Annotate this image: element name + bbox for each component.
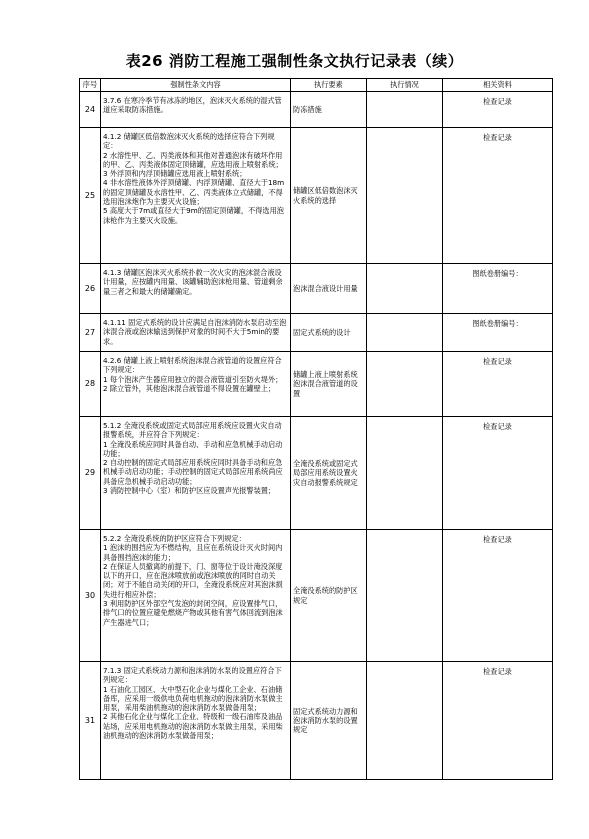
row-content: 4.1.3 储罐区泡沫灭火系统扑救一次火灾的泡沫混合液设计用量，应按罐内用量、该罐辅助泡沫枪用量、管道剩余量三者之和最大的储罐确定。 [101,264,291,314]
row-no: 28 [80,352,101,417]
row-reference: 图纸卷册编号： [443,314,553,352]
row-reference: 检查记录 [443,662,553,780]
row-no: 29 [80,417,101,530]
row-status[interactable] [367,128,443,264]
record-table [79,78,553,780]
table-row [80,92,553,128]
header-no: 序号 [80,79,101,92]
row-requirement: 全淹没系统的防护区规定 [291,530,367,662]
row-status[interactable] [367,314,443,352]
row-status[interactable] [367,92,443,128]
row-reference: 检查记录 [443,352,553,417]
row-requirement: 储罐上液上喷射系统泡沫混合液管道的设置 [291,352,367,417]
row-no: 25 [80,128,101,264]
row-requirement: 全淹没系统或固定式局部应用系统设置火灾自动报警系统规定 [291,417,367,530]
table-row [80,128,553,264]
row-no: 31 [80,662,101,780]
header-requirement: 执行要素 [291,79,367,92]
row-content: 5.1.2 全淹没系统或固定式局部应用系统应设置火灾自动报警系统，并应符合下列规定： 1 全淹没系统应同时具备自动、手动和应急机械手动启动功能； 2 自动控制的固定式局部应用系统应同时具备手动和应急机械手动启动功能；手动控制的固定式局部应用系统尚应具备应急机械手动启动功能； 3 消防控制中心（室）和防护区应设置声光报警装置； [101,417,291,530]
table-row [80,314,553,352]
header-status: 执行情况 [367,79,443,92]
row-content: 4.1.2 储罐区低倍数泡沫灭火系统的选择应符合下列规定： 2 水溶性甲、乙、丙类液体和其他对普通泡沫有破坏作用的甲、乙、丙类液体固定顶储罐，应选用液上喷射系统； 3 外浮顶和内浮顶储罐应选用液上喷射系统； 4 非水溶性液体外浮顶储罐、内浮顶储罐、直径大于18m的固定顶储罐及水溶性甲、乙、丙类液体立式储罐，不得选用泡沫炮作为主要灭火设施； 5 高度大于7m或直径大于9m的固定顶储罐，不得选用泡沫枪作为主要灭火设施。 [101,128,291,264]
table-row [80,264,553,314]
row-status[interactable] [367,417,443,530]
header-content: 强制性条文内容 [101,79,291,92]
table-row [80,417,553,530]
row-status[interactable] [367,264,443,314]
table-row [80,352,553,417]
row-reference: 检查记录 [443,417,553,530]
table-row [80,662,553,780]
row-requirement: 固定式系统动力源和泡沫消防水泵的设置规定 [291,662,367,780]
row-content: 4.1.11 固定式系统的设计应满足自泡沫消防水泵启动至泡沫混合液或泡沫输送到保护对象的时间不大于5min的要求。 [101,314,291,352]
table-row [80,530,553,662]
row-requirement: 防冻措施 [291,92,367,128]
row-no: 24 [80,92,101,128]
row-content: 7.1.3 固定式系统动力源和泡沫消防水泵的设置应符合下列规定： 1 石油化工园区、大中型石化企业与煤化工企业、石油储备库，应采用一级供电负荷电机拖动的泡沫消防水泵做主用泵，采用柴油机拖动的泡沫消防水泵做备用泵； 2 其他石化企业与煤化工企业、特级和一级石油库及油品站场，应采用电机拖动的泡沫消防水泵做主用泵，采用柴油机拖动的泡沫消防水泵做备用泵； [101,662,291,780]
row-no: 27 [80,314,101,352]
page-title: 表26 消防工程施工强制性条文执行记录表（续） [125,52,464,70]
row-reference: 检查记录 [443,92,553,128]
row-content: 3.7.6 在寒冷季节有冰冻的地区，泡沫灭火系统的湿式管道应采取防冻措施。 [101,92,291,128]
row-requirement: 储罐区低倍数泡沫灭火系统的选择 [291,128,367,264]
row-requirement: 固定式系统的设计 [291,314,367,352]
row-no: 26 [80,264,101,314]
row-no: 30 [80,530,101,662]
row-reference: 图纸卷册编号： [443,264,553,314]
row-requirement: 泡沫混合液设计用量 [291,264,367,314]
row-status[interactable] [367,662,443,780]
row-reference: 检查记录 [443,530,553,662]
row-content: 5.2.2 全淹没系统的防护区应符合下列规定： 1 泡沫的围挡应为不燃结构，且应在系统设计灭火时间内具备围挡泡沫的能力； 2 在保证人员撤离的前提下，门、窗等位于设计淹没深度以下的开口，应在泡沫喷放前或泡沫喷放的同时自动关闭；对于不能自动关闭的开口，全淹没系统应对其泡沫损失进行相应补偿； 3 利用防护区外部空气发泡的封闭空间，应设置排气口，排气口的位置应避免燃烧产物或其他有害气体回流到泡沫产生器进气口； [101,530,291,662]
row-reference: 检查记录 [443,128,553,264]
row-status[interactable] [367,352,443,417]
row-content: 4.2.6 储罐上液上喷射系统泡沫混合液管道的设置应符合下列规定： 1 每个泡沫产生器应用独立的混合液管道引至防火堤外； 2 除立管外，其他泡沫混合液管道不得设置在罐壁上； [101,352,291,417]
header-reference: 相关资料 [443,79,553,92]
table-header-row [80,79,553,92]
row-status[interactable] [367,530,443,662]
